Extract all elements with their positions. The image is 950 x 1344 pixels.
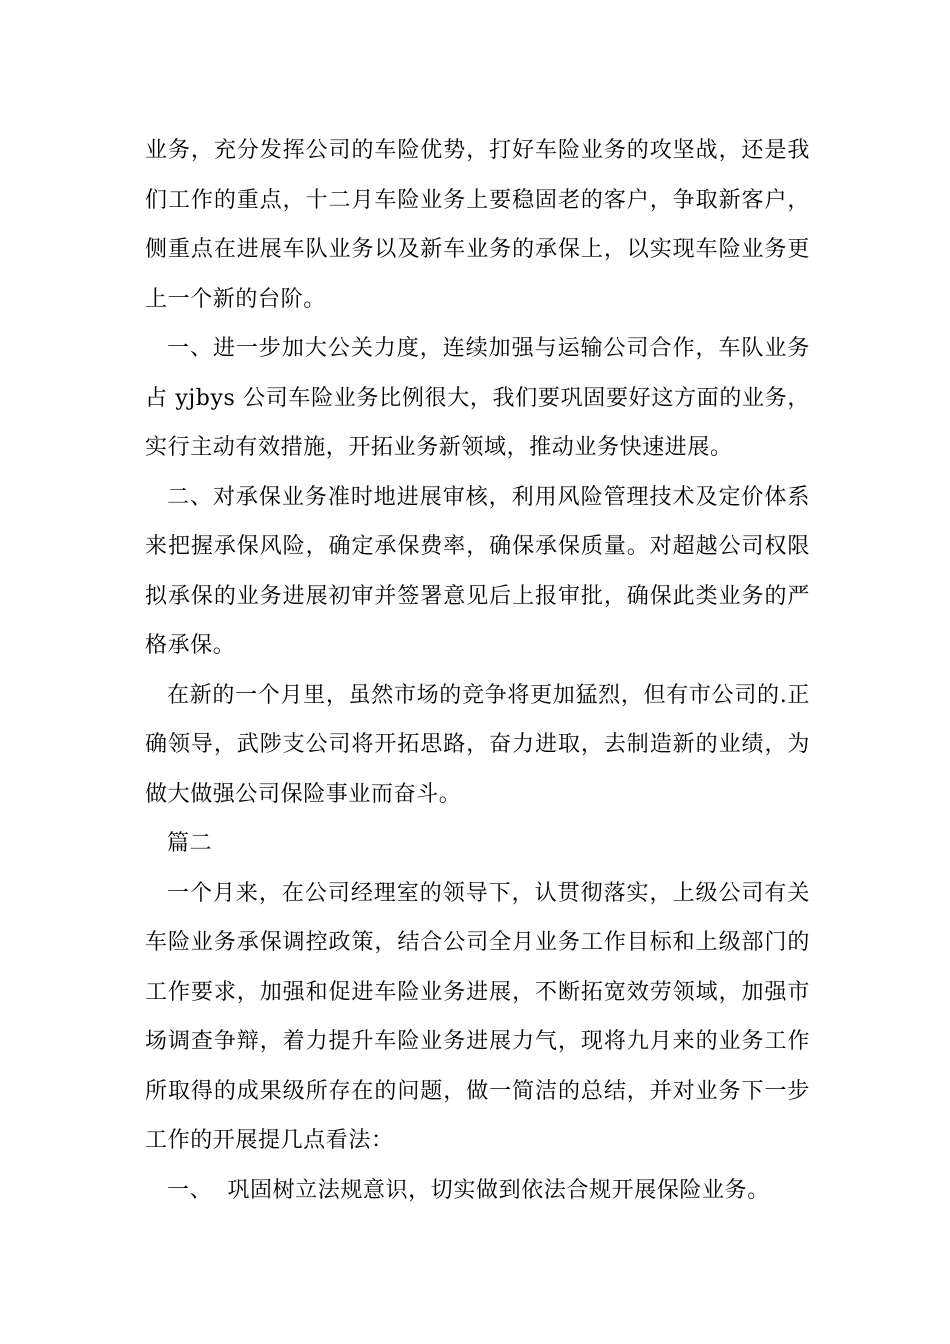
document-body [145,126,810,1215]
paragraph-point-one: 一、进一步加大公关力度，连续加强与运输公司合作，车队业务占 yjbys 公司车险业务比例很大，我们要巩固要好这方面的业务，实行主动有效措施，开拓业务新领域，推动业务快速进展。 [145,336,810,460]
paragraph-summary: 一个月来，在公司经理室的领导下，认贯彻落实，上级公司有关车险业务承保调控政策，结合公司全月业务工作目标和上级部门的工作要求，加强和促进车险业务进展，不断拓宽效劳领域，加强市场调查争辩，着力提升车险业务进展力气，现将九月来的业务工作所取得的成果级所存在的问题，做一简洁的总结，并对业务下一步工作的开展提几点看法： [145,880,810,1153]
paragraph-continuation: 业务，充分发挥公司的车险优势，打好车险业务的攻坚战，还是我们工作的重点，十二月车险业务上要稳固老的客户，争取新客户，侧重点在进展车队业务以及新车业务的承保上，以实现车险业务更上一个新的台阶。 [145,138,810,312]
paragraph-conclusion: 在新的一个月里，虽然市场的竞争将更加猛烈，但有市公司的.正确领导，武陟支公司将开拓思路，奋力进取，去制造新的业绩，为做大做强公司保险事业而奋斗。 [145,682,810,807]
section-heading: 篇二 [167,831,213,856]
paragraph-point-two: 二、对承保业务准时地进展审核，利用风险管理技术及定价体系来把握承保风险，确定承保费率，确保承保质量。对超越公司权限拟承保的业务进展初审并签署意见后上报审批，确保此类业务的严格承保。 [145,484,810,658]
list-item-one: 一、 巩固树立法规意识，切实做到依法合规开展保险业务。 [167,1177,770,1203]
